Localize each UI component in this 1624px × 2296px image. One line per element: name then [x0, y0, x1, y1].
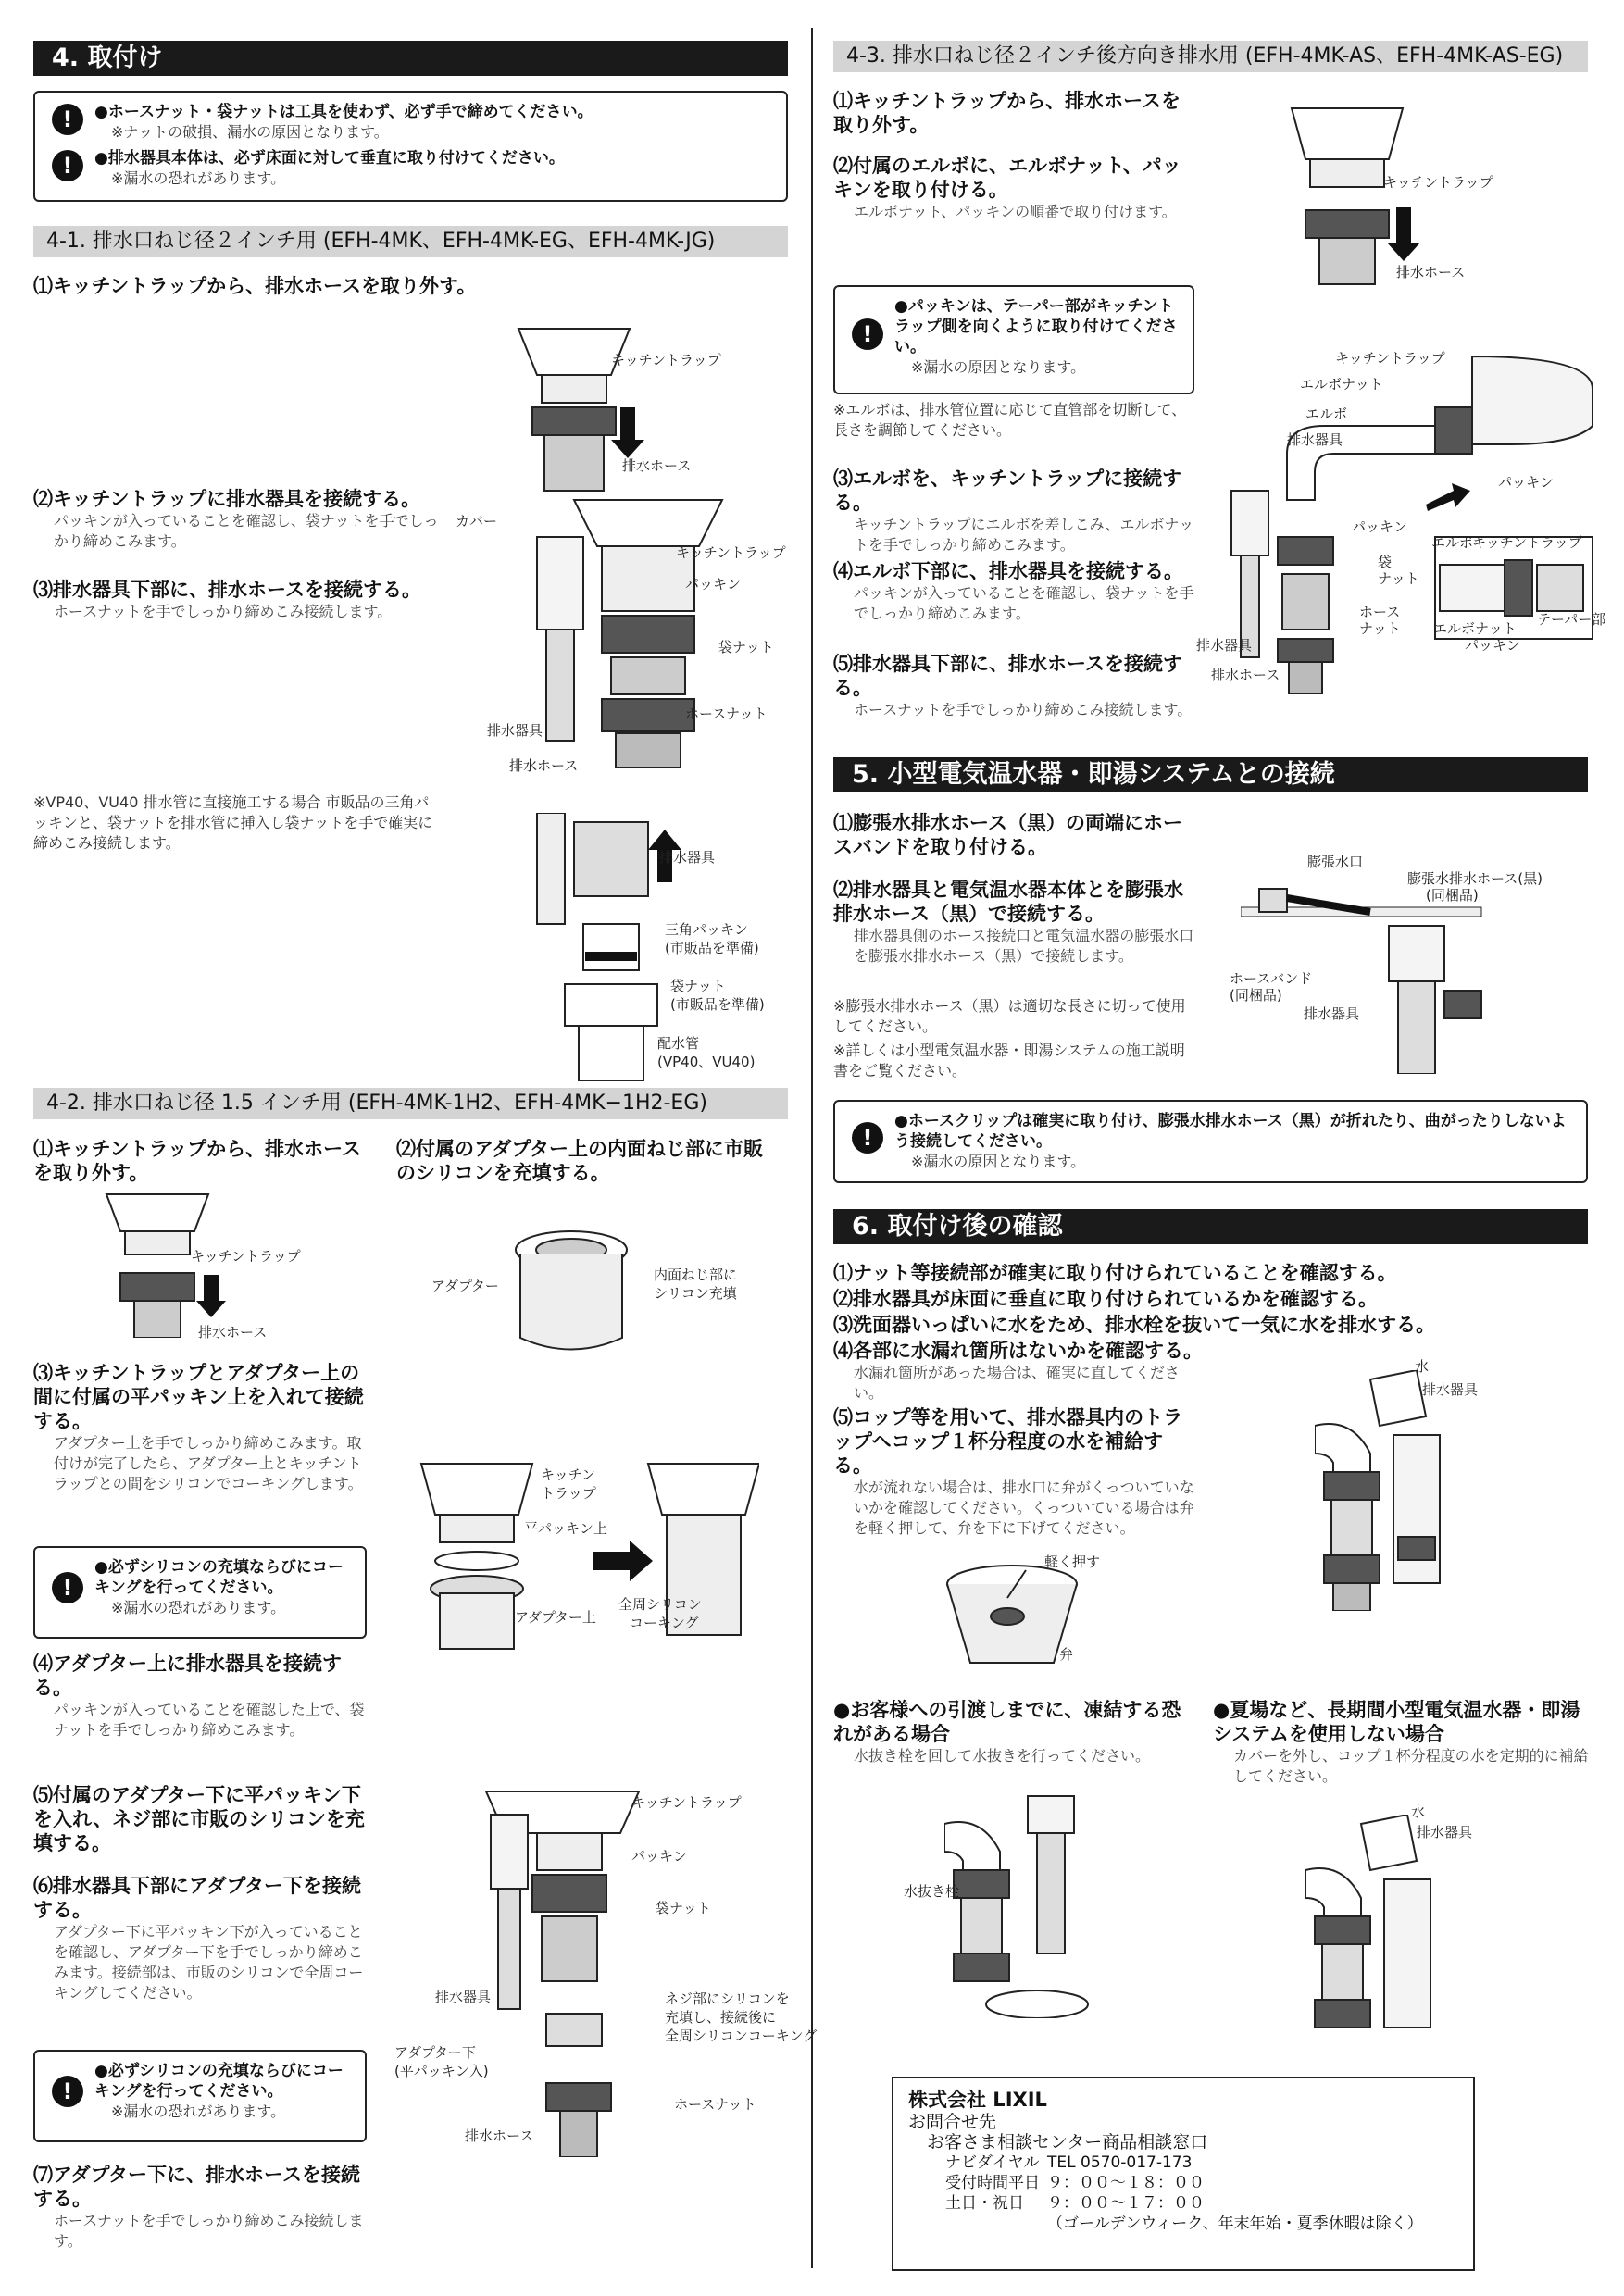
step-4-1-2 [33, 487, 450, 552]
label-kitchen: キッチン [541, 1466, 595, 1483]
step-heading: ⑵排水器具が床面に垂直に取り付けられているかを確認する。 [833, 1288, 1378, 1310]
check-1 [833, 1261, 1588, 1285]
label-packing: パッキン [1498, 474, 1554, 491]
step-4-2-2 [396, 1137, 776, 1185]
warning-note: ※ナットの破損、漏水の原因となります。 [111, 123, 389, 141]
freeze-case [833, 1698, 1194, 1766]
warning-note: ※漏水の原因となります。 [911, 358, 1086, 376]
step-4-3-5 [833, 652, 1194, 720]
step-4-3-1 [833, 89, 1194, 137]
figure-elbow-nut [1287, 104, 1426, 289]
label-trap: トラップ [541, 1485, 596, 1502]
step-5-2 [833, 878, 1194, 967]
label-kitchen-trap: キッチントラップ [676, 544, 786, 561]
dial-label: ナビダイヤル [945, 2153, 1040, 2172]
step-heading: ⑵付属のエルボに、エルボナット、パッキンを取り付ける。 [833, 155, 1181, 201]
warning-note: ※漏水の恐れがあります。 [111, 1599, 286, 1616]
warning-text: ●パッキンは、テーパー部がキッチントラップ側を向くように取り付けてください。 [894, 297, 1178, 356]
hours2-label: 土日・祝日 [945, 2194, 1024, 2213]
label-pipe: 配水管 [657, 1035, 700, 1052]
step-heading: ⑴ナット等接続部が確実に取り付けられていることを確認する。 [833, 1262, 1397, 1284]
label-kitchen-trap: キッチントラップ [1472, 534, 1582, 551]
step-heading: ⑶エルボを、キッチントラップに接続する。 [833, 468, 1182, 514]
step-4-3-4 [833, 559, 1194, 624]
label-elbow: エルボ [1431, 534, 1474, 551]
label-elbow-nut: エルボナット [1433, 620, 1517, 637]
warning-note: ※漏水の原因となります。 [911, 1153, 1086, 1170]
label-inner-thread: 内面ねじ部に [654, 1267, 738, 1283]
step-heading: ⑴キッチントラップから、排水ホースを取り外す。 [33, 1138, 362, 1184]
holiday-note: （ゴールデンウィーク、年末年始・夏季休暇は除く） [1047, 2215, 1423, 2233]
label-drain-fixture: 排水器具 [487, 722, 543, 739]
step-5-1 [833, 811, 1194, 859]
check-2 [833, 1287, 1588, 1311]
label-kitchen-trap: キッチントラップ [1335, 350, 1445, 367]
label-note: (市販品を準備) [665, 940, 759, 956]
step-body: アダプター上を手でしっかり締めこみます。取付けが完了したら、アダプター上とキッチントラップとの間をシリコンでコーキングします。 [54, 1434, 363, 1492]
label-valve: 弁 [1059, 1646, 1074, 1663]
warning-item [46, 148, 775, 189]
label-full-seal: 全周シリコン [618, 1596, 702, 1613]
label-water: 水 [1415, 1358, 1430, 1375]
note-see-manual: ※詳しくは小型電気温水器・即湯システムの施工説明書をご覧ください。 [833, 1042, 1185, 1079]
label-kitchen-trap: キッチントラップ [631, 1794, 742, 1811]
step-heading: ⑵排水器具と電気温水器本体とを膨張水排水ホース（黒）で接続する。 [833, 879, 1183, 925]
label-hose-nut: ホースナット [685, 705, 768, 722]
step-heading: ●お客様への引渡しまでに、凍結する恐れがある場合 [833, 1699, 1181, 1745]
label-drain-fixture: 排水器具 [1196, 637, 1253, 654]
step-heading: ⑸排水器具下部に、排水ホースを接続する。 [833, 653, 1182, 699]
label-kitchen-trap: キッチントラップ [1383, 174, 1493, 191]
section-title: 4. 取付け [52, 44, 163, 72]
step-4-2-4 [33, 1652, 367, 1741]
step-heading: ⑷各部に水漏れ箇所はないかを確認する。 [833, 1340, 1203, 1362]
label-bag: 袋 [1378, 554, 1393, 570]
warning-box-4-2b [33, 2050, 367, 2142]
label-kitchen-trap: キッチントラップ [611, 352, 721, 368]
step-4-1-1 [33, 274, 552, 298]
step-body: ホースナットを手でしっかり締めこみ接続します。 [854, 701, 1193, 718]
note-vp40: ※VP40、VU40 排水管に直接施工する場合 市販品の三角パッキンと、袋ナットを排水管に挿入し袋ナットを手で確実に締めこみ接続します。 [33, 793, 433, 852]
subsection-title: 4-2. 排水口ねじ径 1.5 インチ用 (EFH-4MK-1H2、EFH-4MK−1H2-EG) [46, 1092, 707, 1115]
warning-item [46, 2061, 354, 2122]
label-adapter-down: (平パッキン入) [394, 2063, 489, 2079]
step-heading: ⑹排水器具下部にアダプター下を接続する。 [33, 1875, 362, 1921]
step-heading: ⑺アダプター下に、排水ホースを接続する。 [33, 2164, 361, 2210]
note-elbow-cut: ※エルボは、排水管位置に応じて直管部を切断して、長さを調節してください。 [833, 401, 1187, 439]
step-body: アダプター下に平パッキン下が入っていることを確認し、アダプター下を手でしっかり締めこみます。接続部は、市販のシリコンで全周コーキングしてください。 [54, 1923, 364, 2002]
warning-text: ●ホースクリップは確実に取り付け、膨張水排水ホース（黒）が折れたり、曲がったりしないよう接続してください。 [894, 1112, 1567, 1151]
section-title: 5. 小型電気温水器・即湯システムとの接続 [852, 760, 1335, 789]
label-taper: テーパー部 [1537, 611, 1606, 628]
label-nut: ナット [1378, 570, 1419, 587]
step-heading: ●夏場など、長期間小型電気温水器・即湯システムを使用しない場合 [1213, 1699, 1580, 1745]
step-4-2-6 [33, 1874, 367, 2003]
warning-box-4-2a [33, 1546, 367, 1639]
warning-item [846, 296, 1181, 378]
hours-label: 受付時間平日 [945, 2174, 1040, 2192]
figure-adapter-silicone [511, 1227, 631, 1356]
label-drain-fixture: 排水器具 [435, 1989, 492, 2005]
step-4-1-3 [33, 578, 450, 622]
label-hose-nut: ホースナット [674, 2096, 756, 2113]
hours2-value: ９：００～１７：００ [1047, 2194, 1205, 2213]
step-body: 水漏れ箇所があった場合は、確実に直してください。 [854, 1364, 1180, 1402]
warning-text: ●排水器具本体は、必ず床面に対して垂直に取り付けてください。 [94, 149, 565, 168]
warning-text: ●ホースナット・袋ナットは工具を使わず、必ず手で締めてください。 [94, 103, 593, 121]
center-name: お客さま相談センター商品相談窓口 [927, 2132, 1208, 2152]
label-water: 水 [1411, 1803, 1426, 1820]
step-heading: ⑶排水器具下部に、排水ホースを接続する。 [33, 579, 421, 601]
exclamation-circle-icon: ! [52, 150, 83, 181]
label-press: 軽く押す [1044, 1554, 1101, 1570]
label-elbow: エルボ [1305, 406, 1348, 422]
label-drain-hose: 排水ホース [465, 2128, 534, 2144]
figure-elbow-assembly [1222, 352, 1602, 694]
section-title: 6. 取付け後の確認 [852, 1212, 1063, 1241]
figure-adapter-fixture-assembly [481, 1787, 667, 2157]
label-hose-band: ホースバンド [1230, 970, 1313, 987]
step-heading: ⑴膨張水排水ホース（黒）の両端にホースバンドを取り付ける。 [833, 812, 1182, 858]
exclamation-circle-icon: ! [852, 1122, 883, 1154]
exclamation-circle-icon: ! [852, 318, 883, 350]
warning-text: ●必ずシリコンの充填ならびにコーキングを行ってください。 [94, 2062, 344, 2101]
step-body: パッキンが入っていることを確認し、袋ナットを手でしっかり締めこみます。 [54, 512, 439, 550]
step-4-2-3 [33, 1361, 367, 1494]
warning-note: ※漏水の恐れがあります。 [111, 169, 286, 187]
check-4 [833, 1339, 1204, 1404]
figure-fixture-connect [518, 491, 759, 768]
label-bag-nut: 袋ナット [718, 639, 774, 655]
column-divider [811, 28, 813, 2268]
label-bag-nut: 袋ナット [656, 1900, 711, 1916]
label-note: (市販品を準備) [670, 996, 765, 1013]
label-packing: パッキン [685, 576, 741, 593]
label-nut: ナット [1359, 620, 1401, 637]
label-triangle-packing: 三角パッキン [665, 921, 748, 938]
subsection-title: 4-1. 排水口ねじ径２インチ用 (EFH-4MK、EFH-4MK-EG、EFH-4MK-JG) [46, 230, 716, 253]
label-bag-nut: 袋ナット [670, 978, 726, 994]
subsection-4-1-header [33, 226, 788, 257]
warning-note: ※漏水の恐れがあります。 [111, 2103, 286, 2120]
step-heading: ⑵付属のアダプター上の内面ねじ部に市販のシリコンを充填する。 [396, 1138, 764, 1184]
warning-box-5 [833, 1100, 1588, 1183]
step-body: 排水器具側のホース接続口と電気温水器の膨張水口を膨張水排水ホース（黒）で接続します。 [854, 927, 1194, 965]
step-4-2-7 [33, 2163, 367, 2252]
label-drain-fixture: 排水器具 [1422, 1381, 1479, 1398]
label-drain-hose: 排水ホース [198, 1324, 268, 1341]
warning-text: ●必ずシリコンの充填ならびにコーキングを行ってください。 [94, 1558, 344, 1597]
step-heading: ⑸付属のアダプター下に平パッキン下を入れ、ネジ部に市販のシリコンを充填する。 [33, 1784, 365, 1854]
step-heading: ⑴キッチントラップから、排水ホースを取り外す。 [833, 90, 1181, 136]
step-body: パッキンが入っていることを確認した上で、袋ナットを手でしっかり締めこみます。 [54, 1701, 365, 1739]
label-packing: パッキン [1352, 518, 1407, 535]
label-kitchen-trap: キッチントラップ [191, 1248, 301, 1265]
label-inner-thread: シリコン充填 [654, 1285, 737, 1302]
label-note: (VP40、VU40) [657, 1054, 756, 1070]
figure-trap-remove-hose [500, 319, 685, 505]
exclamation-circle-icon: ! [52, 2076, 83, 2107]
exclamation-circle-icon: ! [52, 1572, 83, 1603]
step-heading: ⑵キッチントラップに排水器具を接続する。 [33, 488, 421, 510]
step-4-2-1 [33, 1137, 367, 1185]
label-expansion-port: 膨張水口 [1307, 854, 1364, 870]
label-thread-seal: 全周シリコンコーキング [665, 2028, 818, 2044]
section-5-header [833, 757, 1588, 792]
step-heading: ⑶洗面器いっぱいに水をため、排水栓を抜いて一気に水を排水する。 [833, 1314, 1436, 1336]
step-body: エルボナット、パッキンの順番で取り付けます。 [854, 203, 1177, 220]
label-hose: ホース [1359, 604, 1401, 620]
step-body: キッチントラップにエルボを差しこみ、エルボナットを手でしっかり締めこみます。 [854, 516, 1194, 554]
label-drain-fixture: 排水器具 [1287, 431, 1343, 448]
step-body: 水が流れない場合は、排水口に弁がくっついていないかを確認してください。くっついている場合は弁を軽く押して、弁を下に下げてください。 [854, 1479, 1194, 1537]
section-4-header [33, 41, 788, 76]
figure-drain-plug [944, 1787, 1093, 2018]
warning-box-4 [33, 91, 788, 202]
label-drain-plug: 水抜き栓 [904, 1883, 960, 1900]
subsection-4-3-header [833, 41, 1588, 72]
contact-box [892, 2077, 1475, 2271]
label-elbow-nut: エルボナット [1300, 376, 1383, 393]
exclamation-circle-icon: ! [52, 104, 83, 135]
inquiry-label: お問合せ先 [908, 2112, 997, 2132]
company-name: 株式会社 LIXIL [908, 2089, 1047, 2111]
subsection-title: 4-3. 排水口ねじ径２インチ後方向き排水用 (EFH-4MK-AS、EFH-4MK-AS-EG) [846, 44, 1564, 68]
label-cover: カバー [456, 513, 498, 530]
step-body: カバーを外し、コップ１杯分程度の水を定期的に補給してください。 [1233, 1747, 1589, 1785]
label-thread-seal: 充填し、接続後に [665, 2009, 777, 2026]
hours-value: ９：００～１８：００ [1047, 2174, 1205, 2192]
warning-item [46, 102, 775, 143]
label-adapter-down: アダプター下 [394, 2044, 476, 2061]
hours-row [908, 2173, 1458, 2193]
label-drain-fixture: 排水器具 [1417, 1824, 1473, 1841]
step-heading: ⑷エルボ下部に、排水器具を接続する。 [833, 560, 1183, 582]
step-heading: ⑶キッチントラップとアダプター上の間に付属の平パッキン上を入れて接続する。 [33, 1362, 364, 1432]
label-adapter: アダプター [431, 1278, 499, 1294]
label-drain-hose: 排水ホース [1396, 264, 1466, 281]
step-4-2-5 [33, 1783, 367, 1855]
label-drain-hose: 排水ホース [622, 457, 692, 474]
label-drain-hose: 排水ホース [509, 757, 579, 774]
label-full-seal: コーキング [630, 1615, 699, 1631]
label-drain-hose: 排水ホース [1211, 667, 1280, 683]
step-body: ホースナットを手でしっかり締めこみ接続します。 [54, 2212, 364, 2250]
step-4-3-2 [833, 154, 1194, 222]
figure-water-refill [1315, 1370, 1472, 1611]
dial-row [908, 2152, 1458, 2173]
dial-number: TEL 0570-017-173 [1047, 2153, 1193, 2172]
summer-case [1213, 1698, 1593, 1787]
note-cut-hose: ※膨張水排水ホース（黒）は適切な長さに切って使用してください。 [833, 997, 1186, 1035]
hours2-row [908, 2193, 1458, 2214]
step-heading: ⑷アダプター上に排水器具を接続する。 [33, 1653, 343, 1699]
label-note: (同梱品) [1426, 887, 1479, 904]
step-heading: ⑸コップ等を用いて、排水器具内のトラップへコップ１杯分程度の水を補給する。 [833, 1406, 1183, 1477]
label-flat-packing: 平パッキン上 [524, 1520, 607, 1537]
check-5 [833, 1405, 1194, 1539]
subsection-4-2-header [33, 1088, 788, 1119]
figure-water-refill-2 [1305, 1815, 1463, 2037]
warning-box-4-3 [833, 285, 1194, 394]
warning-item [46, 1557, 354, 1618]
label-thread-seal: ネジ部にシリコンを [665, 1990, 790, 2007]
label-note: (同梱品) [1230, 987, 1282, 1004]
label-packing: パッキン [631, 1848, 687, 1865]
step-heading: ⑴キッチントラップから、排水ホースを取り外す。 [33, 275, 477, 297]
label-expansion-hose: 膨張水排水ホース(黒) [1407, 870, 1543, 887]
step-4-3-3 [833, 467, 1194, 555]
label-adapter-up: アダプター上 [515, 1609, 596, 1626]
label-packing: パッキン [1465, 637, 1520, 654]
step-body: ホースナットを手でしっかり締めこみ接続します。 [54, 603, 393, 620]
step-body: 水抜き栓を回して水抜きを行ってください。 [854, 1747, 1151, 1765]
step-body: パッキンが入っていることを確認し、袋ナットを手でしっかり締めこみます。 [854, 584, 1194, 622]
label-drain-fixture: 排水器具 [1304, 1005, 1360, 1022]
warning-item [846, 1111, 1575, 1172]
check-3 [833, 1313, 1588, 1337]
label-drain-fixture: 排水器具 [659, 849, 716, 866]
section-6-header [833, 1209, 1588, 1244]
